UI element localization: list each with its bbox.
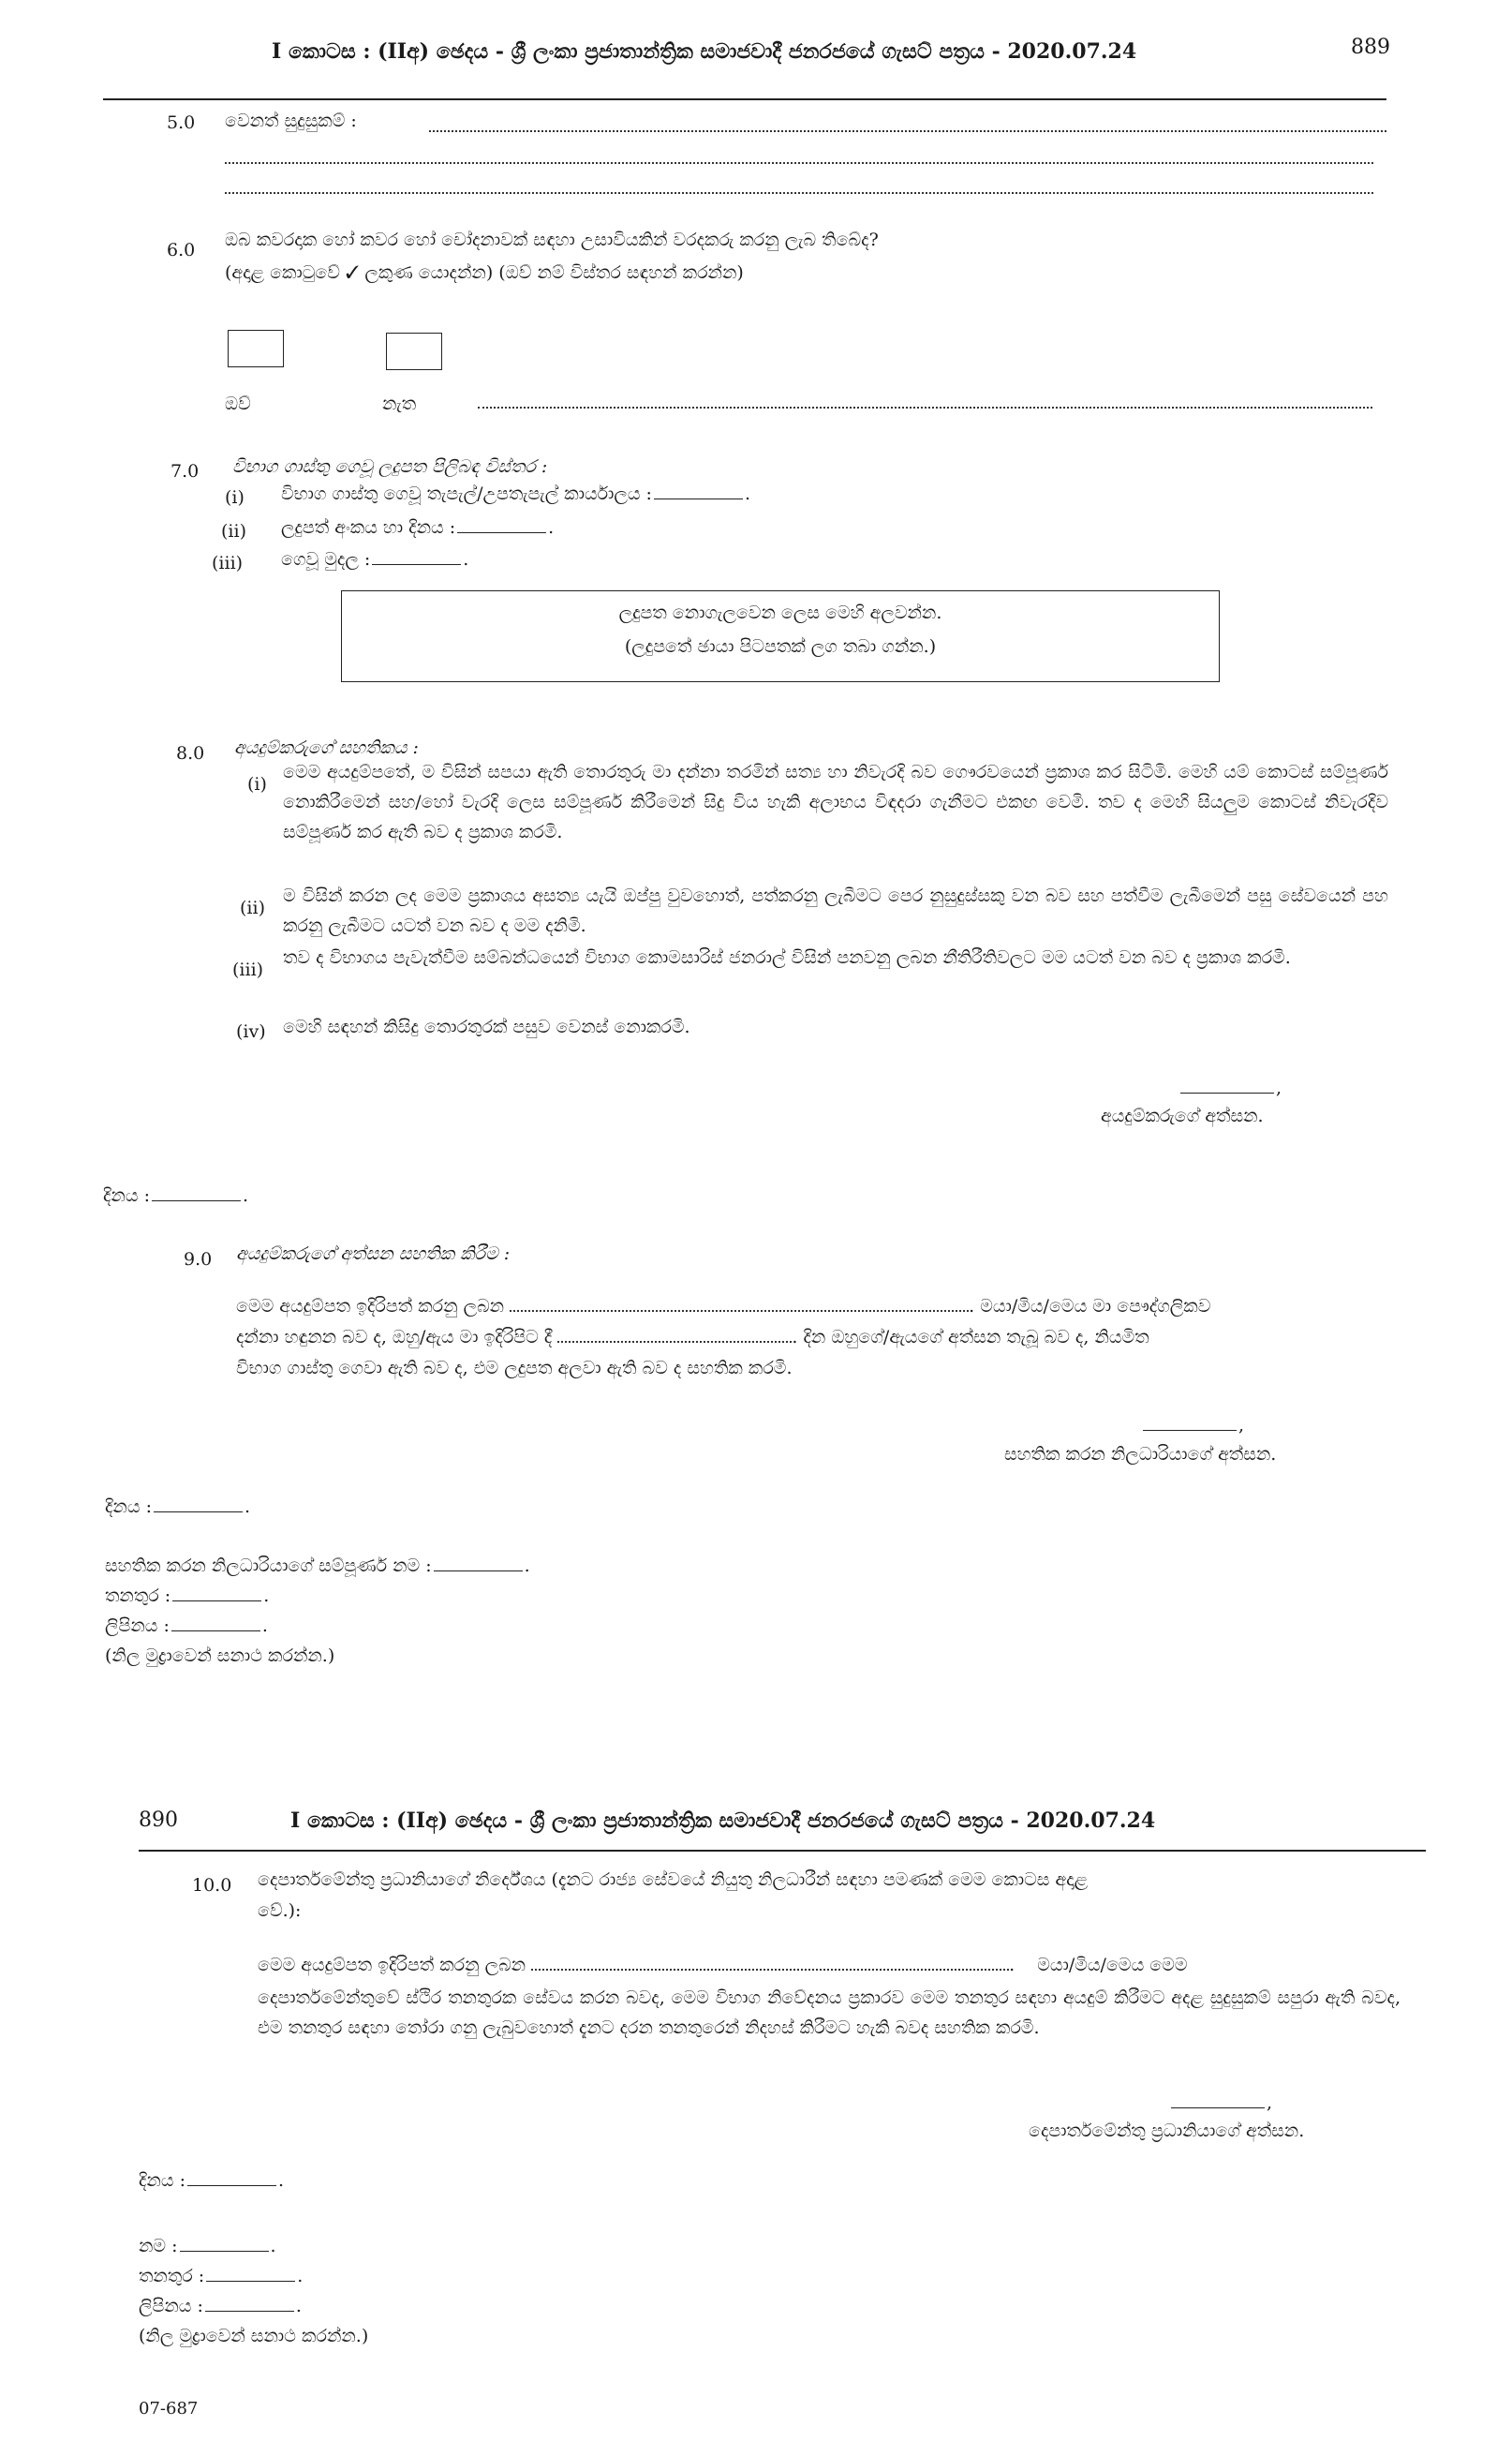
- receipt-number-field[interactable]: [457, 531, 546, 533]
- applicant-date-field[interactable]: [152, 1199, 241, 1201]
- signed-date-field[interactable]: [557, 1340, 792, 1343]
- conviction-question: ඔබ කවරදාක හෝ කවර හෝ චෝදනාවක් සඳහා උසාවියකින් වරදකරු කරනු ලැබ තිබේද?: [225, 230, 879, 250]
- page-header: I කොටස : (IIඅ) ඡෙදය - ශ්‍රී ලංකා ප්‍රජාතාන්ත්‍රික සමාජවාදී ජනරජයේ ගැසට් පත්‍රය - 2020.07.24: [272, 39, 1137, 64]
- hod-signature-label: දෙපාර්තමේන්තු ප්‍රධානියාගේ අත්සන.: [1029, 2121, 1305, 2141]
- section-number: 7.0: [170, 461, 200, 482]
- applicant-signature-line[interactable]: ,: [1178, 1078, 1282, 1098]
- section-number: 5.0: [167, 112, 196, 133]
- certification-line-1: මෙම අයදුම්පත ඉදිරිපත් කරනු ලබන . මයා/මිය/මෙය මා පෞද්ගලිකව: [236, 1296, 1211, 1317]
- hod-post-row: තනතුර : .: [139, 2266, 304, 2286]
- hod-name-field[interactable]: [180, 2250, 269, 2252]
- applicant-date-row: දිනය : .: [103, 1185, 249, 1206]
- officer-address-field[interactable]: [171, 1630, 260, 1631]
- hod-recommendation-title-end: වේ.):: [258, 1900, 302, 1921]
- hod-date-label: දිනය :: [139, 2170, 185, 2191]
- receipt-number-label: ලදුපත් අංකය හා දිනය :: [281, 517, 456, 538]
- yes-checkbox[interactable]: [228, 330, 284, 367]
- certification-text-a: මෙම අයදුම්පත ඉදිරිපත් කරනු ලබන: [236, 1296, 505, 1317]
- conviction-details-line[interactable]: [478, 406, 1372, 409]
- other-qualifications-line-1[interactable]: [429, 129, 1386, 132]
- applicant-date-label: දිනය :: [103, 1185, 150, 1206]
- section-number: 10.0: [192, 1875, 232, 1896]
- receipt-office-row: විභාග ගාස්තු ගෙවූ තැපැල්/උපතැපැල් කාර්යාලය : .: [281, 484, 750, 504]
- certification-text-d: දින ඔහුගේ/ඇයගේ අත්සන තැබූ බව ද, නියමිත: [803, 1327, 1149, 1347]
- officer-fullname-row: සහතික කරන නිලධාරියාගේ සම්පූර්ණ නම : .: [105, 1555, 530, 1576]
- page-number: 890: [139, 1809, 178, 1832]
- officer-signature-line[interactable]: ,: [1141, 1415, 1244, 1436]
- signature-certification-title: අයදුම්කරුගේ අත්සන සහතික කිරීම :: [236, 1243, 511, 1264]
- hod-post-field[interactable]: [206, 2280, 295, 2282]
- officer-date-field[interactable]: [154, 1511, 243, 1512]
- receipt-section-title: විභාග ගාස්තු ගෙවූ ලදුපත පිලිබඳ විස්තර :: [232, 456, 548, 477]
- amount-paid-label: ගෙවූ මුදල :: [281, 549, 371, 570]
- officer-fullname-label: සහතික කරන නිලධාරියාගේ සම්පූර්ණ නම :: [105, 1555, 432, 1576]
- footer-code: 07-687: [139, 2399, 199, 2419]
- receipt-box-line-2: (ලදුපතේ ඡායා පිටපතක් ලග තබා ගන්න.): [624, 636, 937, 657]
- officer-date-label: දිනය :: [105, 1496, 152, 1517]
- item-number: (iii): [232, 960, 264, 980]
- no-label: නැත: [382, 394, 417, 414]
- item-number: (iv): [236, 1021, 266, 1042]
- declaration-iii: තව ද විභාගය පැවැත්වීම සම්බන්ධයෙන් විභාග කොමසාරිස් ජනරාල් විසින් පනවනු ලබන නීතිරීතිවලට මම යටත් වන බව ද ප්‍රකාශ කරමි.: [283, 947, 1291, 968]
- hod-text-a: මෙම අයදුම්පත ඉදිරිපත් කරනු ලබන: [258, 1955, 526, 1975]
- hod-address-row: ලිපිනය : .: [139, 2296, 302, 2316]
- section-number: 8.0: [176, 743, 205, 764]
- receipt-box-line-1: ලදුපත නොගැලවෙන ලෙස මෙහි අලවන්න.: [618, 603, 942, 623]
- amount-paid-row: ගෙවූ මුදල : .: [281, 549, 469, 570]
- officer-address-row: ලිපිනය : .: [105, 1615, 268, 1636]
- declaration-iv: මෙහි සඳහන් කිසිදු තොරතුරක් පසුව වෙනස් නොකරමි.: [283, 1017, 690, 1037]
- hod-date-field[interactable]: [187, 2184, 276, 2186]
- certification-text-b: මයා/මිය/මෙය මා පෞද්ගලිකව: [980, 1296, 1211, 1317]
- header-rule: [139, 1850, 1426, 1852]
- applicant-certificate-title: අයදුම්කරුගේ සහතිකය :: [234, 737, 419, 758]
- receipt-number-row: ලදුපත් අංකය හා දිනය : .: [281, 517, 555, 538]
- hod-address-label: ලිපිනය :: [139, 2296, 203, 2316]
- officer-post-field[interactable]: [172, 1600, 261, 1601]
- hod-recommendation-title: දෙපාර්තමේන්තු ප්‍රධානියාගේ නිර්දේශය (දැනට රාජ්‍ය සේවයේ නියුතු නිලධාරීන් සඳහා පමණක් මෙම කොටස අදාළ: [258, 1869, 1089, 1890]
- hod-signature-line[interactable]: ,: [1169, 2092, 1272, 2113]
- hod-name-row: නම : .: [139, 2236, 276, 2256]
- officer-date-row: දිනය : .: [105, 1496, 251, 1517]
- item-number: (i): [247, 774, 267, 795]
- item-number: (ii): [240, 898, 265, 918]
- applicant-signature-label: අයදුම්කරුගේ අත්සන.: [1101, 1106, 1264, 1126]
- receipt-office-field[interactable]: [654, 498, 743, 499]
- hod-text-rest: දෙපාර්තමේන්තුවේ ස්ථිර තනතුරක සේවය කරන බවද, මෙම විභාග නිවේදනය ප්‍රකාරව මෙම තනතුර සඳහා අයදුම් කිරීමට අදළ සුදුසුකම් සපුරා ඇති බවද, එම තනතුර සඳහා තෝරා ගනු ලැබුවහොත් දැනට දරන තනතුරෙන් නිදහස් කිරීමට හැකි බවද සහතික කරමි.: [258, 1987, 1401, 2038]
- certification-line-2: දන්නා හඳුනන බව ද, ඔහු/ඇය මා ඉදිරිපිට දී . දින ඔහුගේ/ඇයගේ අත්සන තැබූ බව ද, නියමිත: [236, 1327, 1149, 1347]
- item-number: (ii): [221, 521, 246, 542]
- no-checkbox[interactable]: [386, 333, 442, 370]
- item-number: (i): [225, 487, 245, 508]
- other-qualifications-label: වෙනත් සුදුසුකම් :: [225, 111, 357, 131]
- section-number: 9.0: [184, 1249, 213, 1270]
- hod-date-row: දිනය : .: [139, 2170, 285, 2191]
- officer-address-label: ලිපිනය :: [105, 1615, 170, 1636]
- certification-text-c: දන්නා හඳුනන බව ද, ඔහු/ඇය මා ඉදිරිපිට දී: [236, 1327, 553, 1347]
- applicant-name-field[interactable]: [510, 1309, 969, 1312]
- other-qualifications-line-3[interactable]: [225, 191, 1373, 194]
- hod-text-b: මයා/මිය/මෙය මෙම: [1037, 1955, 1188, 1975]
- other-qualifications-line-2[interactable]: [225, 161, 1373, 164]
- hod-address-field[interactable]: [205, 2310, 294, 2312]
- officer-fullname-field[interactable]: [434, 1570, 523, 1571]
- certification-text-e: විභාග ගාස්තු ගෙවා ඇති බව ද, එම ලදුපත අලවා ඇති බව ද සහතික කරමි.: [236, 1358, 793, 1378]
- section-number: 6.0: [167, 240, 196, 260]
- amount-paid-field[interactable]: [372, 563, 461, 565]
- declaration-i: මෙම අයදුම්පතේ, ම විසින් සපයා ඇති තොරතුරු මා දන්නා තරමින් සත්‍ය හා නිවැරදි බව ගෞරවයෙන් ප්‍රකාශ කර සිටිමි. මෙහි යම් කොටස් සම්පූර්ණ නොකිරීමෙන් සහ/හෝ වැරදි ලෙස සම්පූර්ණ කිරීමෙන් සිදු විය හැකි අලාභය විඳදරා ගැනීමට එකඟ වෙමි. තව ද මෙහි සියලුම කොටස් නිවැරදිව සම්පූර්ණ කර ඇති බව ද ප්‍රකාශ කරමි.: [283, 762, 1388, 842]
- officer-post-row: තනතුර : .: [105, 1585, 270, 1606]
- officer-signature-label: සහතික කරන නිලධාරියාගේ අත්සන.: [1004, 1444, 1277, 1465]
- hod-post-label: තනතුර :: [139, 2266, 205, 2286]
- receipt-paste-box[interactable]: [341, 590, 1220, 682]
- conviction-hint: (අදාළ කොටුවේ ✓ ලකුණ යොදන්න) (ඔව් නම් විස්තර සඳහන් කරන්න): [225, 262, 744, 283]
- page-number: 889: [1351, 36, 1390, 59]
- hod-name-label: නම :: [139, 2236, 178, 2256]
- officer-seal-note: (නිල මුද්‍රාවෙන් සනාථ කරන්න.): [105, 1645, 335, 1666]
- declaration-ii: ම විසින් කරන ලද මෙම ප්‍රකාශය අසත්‍ය යැයි ඔප්පු වුවහොත්, පත්කරනු ලැබීමට පෙර නුසුදුස්සකු වන බව සහ පත්වීම ලැබීමෙන් පසු සේවයෙන් පහ කරනු ලැබීමට යටත් වන බව ද මම දනිමි.: [283, 886, 1388, 936]
- item-number: (iii): [212, 553, 244, 573]
- header-rule: [103, 98, 1386, 100]
- receipt-office-label: විභාග ගාස්තු ගෙවූ තැපැල්/උපතැපැල් කාර්යාලය :: [281, 484, 652, 504]
- page-header: I කොටස : (IIඅ) ඡෙදය - ශ්‍රී ලංකා ප්‍රජාතාන්ත්‍රික සමාජවාදී ජනරජයේ ගැසට් පත්‍රය - 2020.07.24: [290, 1809, 1156, 1833]
- officer-post-label: තනතුර :: [105, 1585, 171, 1606]
- hod-applicant-name-field[interactable]: [531, 1968, 1009, 1971]
- hod-seal-note: (නිල මුද්‍රාවෙන් සනාථ කරන්න.): [139, 2326, 369, 2346]
- hod-line-1: මෙම අයදුම්පත ඉදිරිපත් කරනු ලබන . මයා/මිය/මෙය මෙම: [258, 1955, 1188, 1975]
- yes-label: ඔව්: [225, 394, 251, 414]
